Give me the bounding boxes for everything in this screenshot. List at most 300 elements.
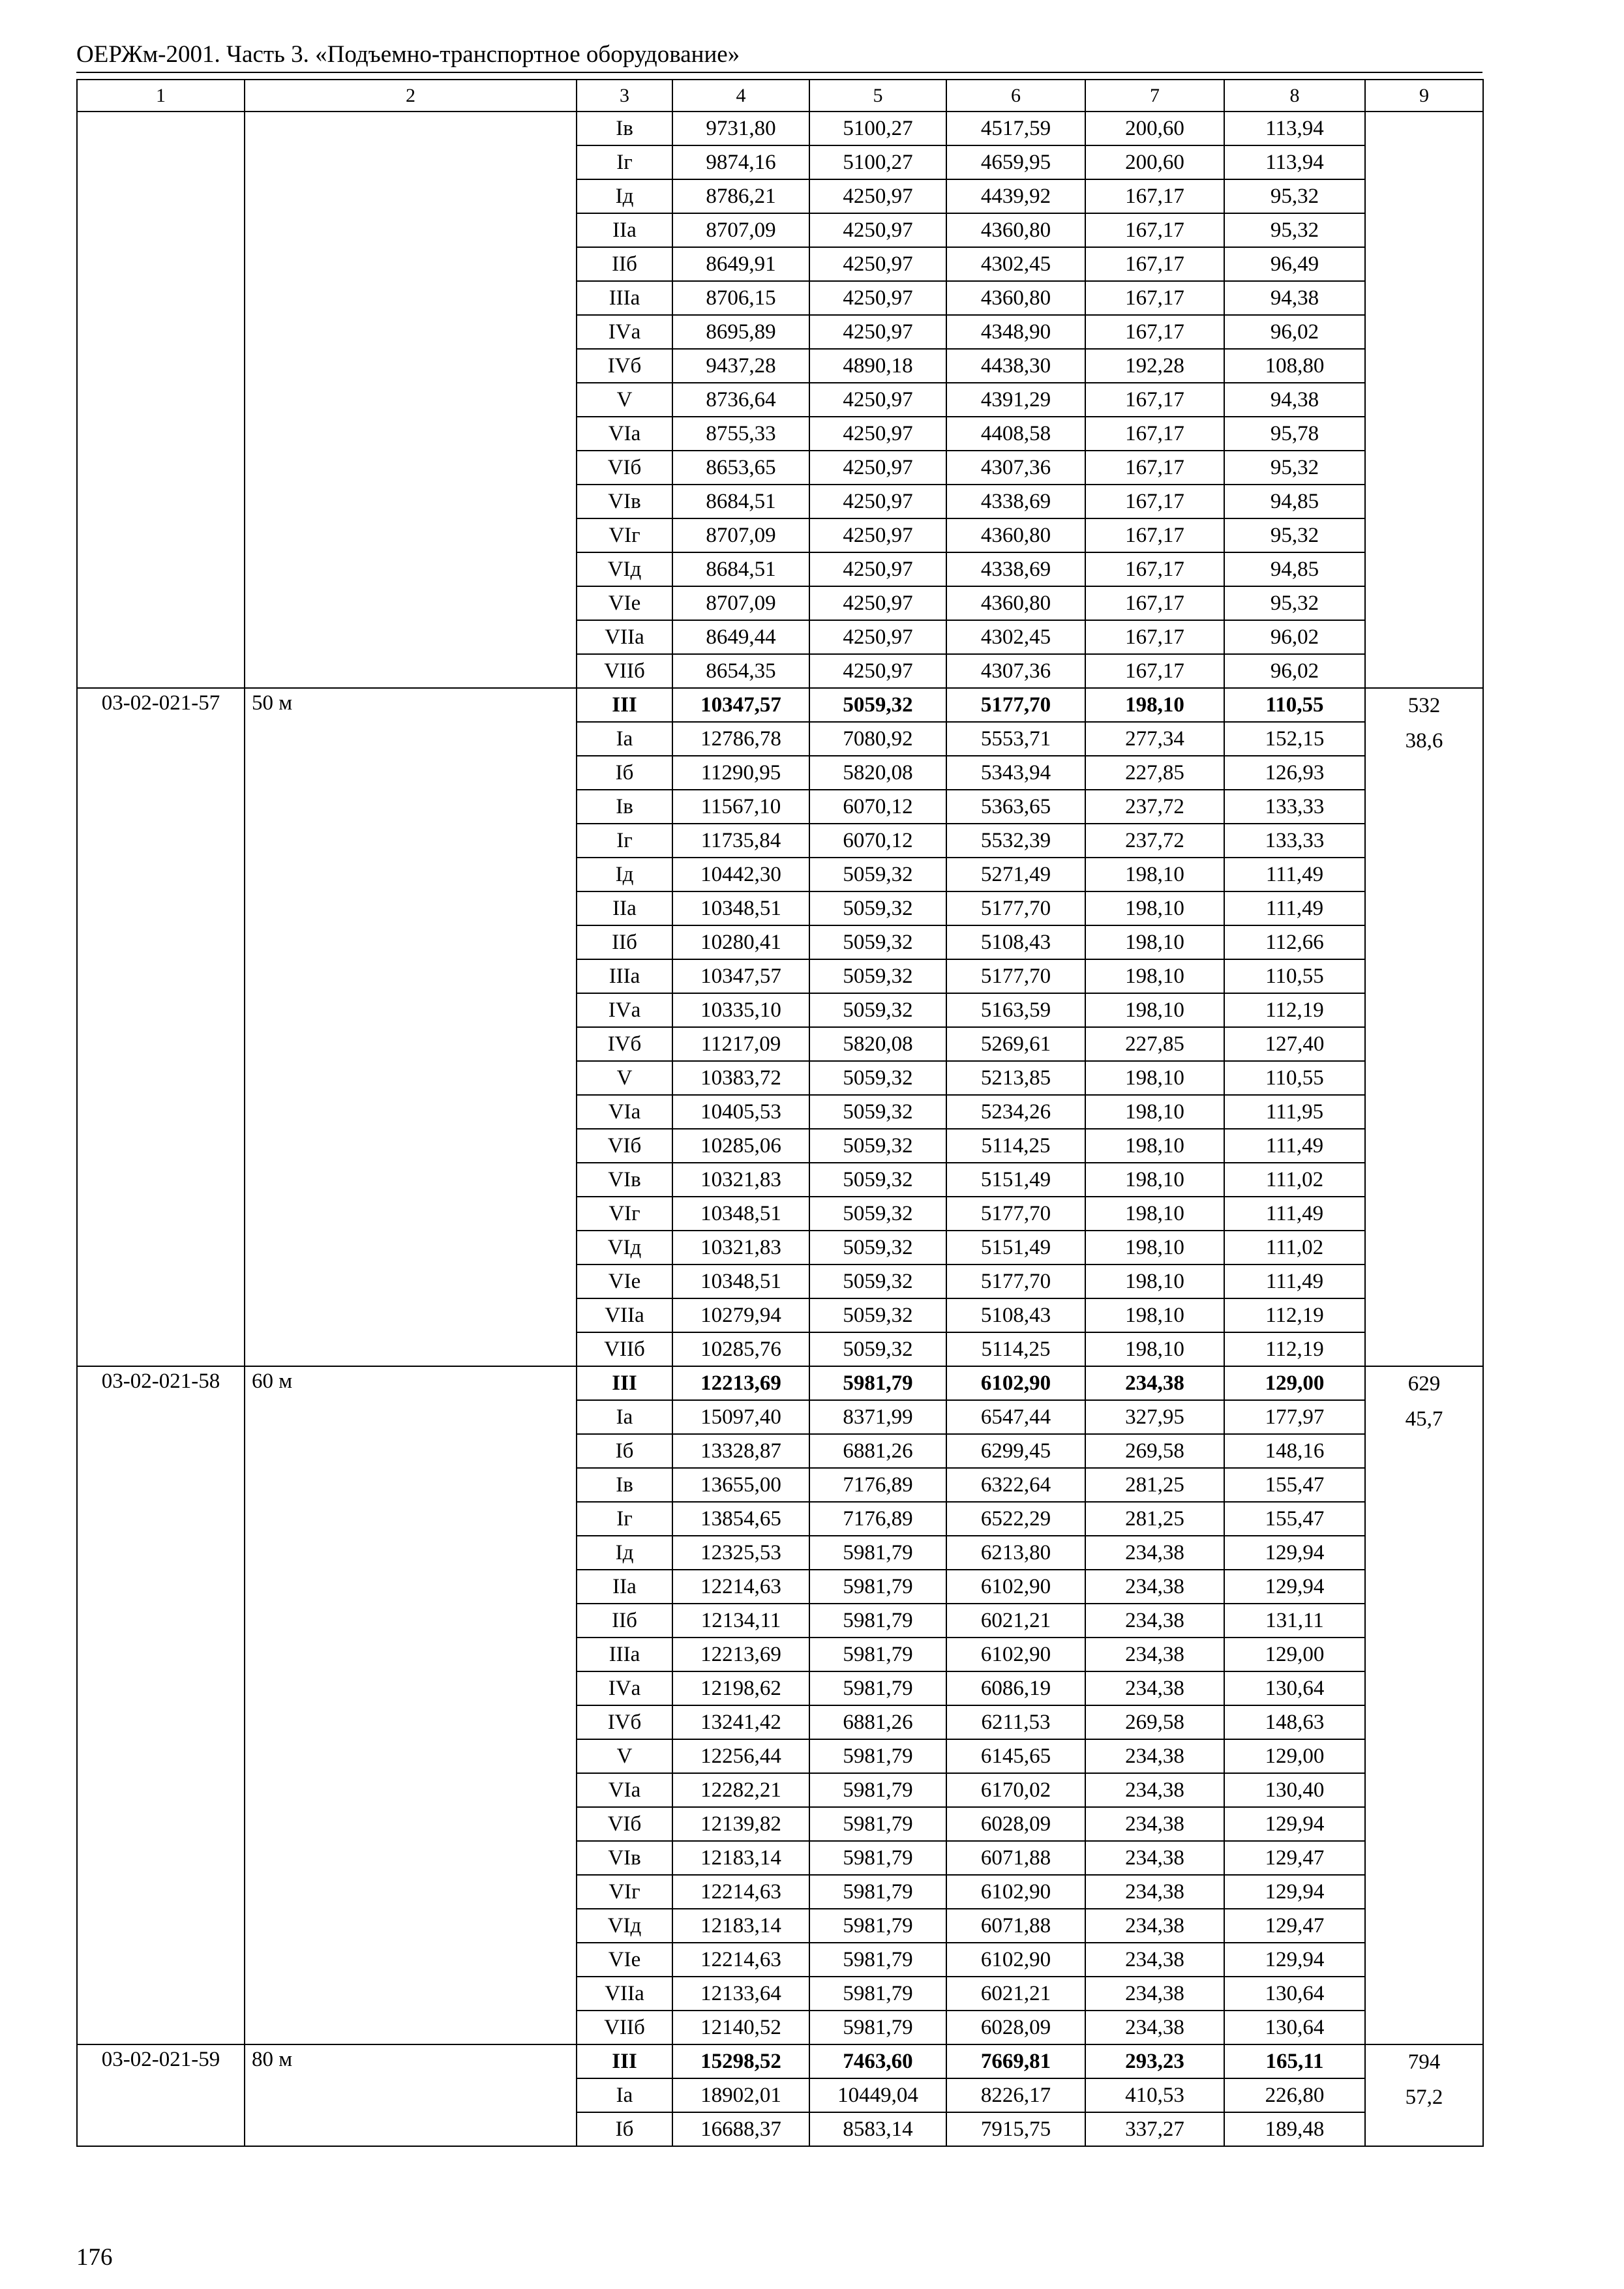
price-cell: 5363,65 <box>946 790 1085 824</box>
price-cell: 9437,28 <box>672 349 809 383</box>
price-cell: 12214,63 <box>672 1943 809 1977</box>
price-cell: 4391,29 <box>946 383 1085 417</box>
column-number-cell: 9 <box>1365 80 1483 112</box>
weight-value: 629 <box>1407 1372 1441 1396</box>
region-code-cell: VIIб <box>577 654 672 688</box>
region-code-cell: VIб <box>577 1807 672 1841</box>
region-code-cell: VIб <box>577 1129 672 1163</box>
price-cell: 113,94 <box>1224 145 1365 179</box>
price-cell: 5114,25 <box>946 1332 1085 1366</box>
price-cell: 234,38 <box>1085 2011 1224 2044</box>
region-code-cell: IIа <box>577 891 672 925</box>
price-cell: 6170,02 <box>946 1773 1085 1807</box>
price-cell: 10383,72 <box>672 1061 809 1095</box>
price-cell: 234,38 <box>1085 1807 1224 1841</box>
region-code-cell: VIе <box>577 586 672 620</box>
price-cell: 95,32 <box>1224 451 1365 485</box>
price-cell: 234,38 <box>1085 1570 1224 1604</box>
price-cell: 167,17 <box>1085 213 1224 247</box>
price-cell: 6547,44 <box>946 1400 1085 1434</box>
price-cell: 198,10 <box>1085 891 1224 925</box>
region-code-cell: Iа <box>577 722 672 756</box>
table-row <box>77 688 1483 722</box>
region-code-cell: V <box>577 1739 672 1773</box>
price-cell: 237,72 <box>1085 824 1224 858</box>
region-code-cell: VIд <box>577 1231 672 1264</box>
price-cell: 6071,88 <box>946 1841 1085 1875</box>
price-cell: 4360,80 <box>946 586 1085 620</box>
price-cell: 12786,78 <box>672 722 809 756</box>
price-cell: 167,17 <box>1085 518 1224 552</box>
price-cell: 15097,40 <box>672 1400 809 1434</box>
region-code-cell: VIе <box>577 1264 672 1298</box>
price-cell: 8684,51 <box>672 552 809 586</box>
price-cell: 5059,32 <box>809 891 946 925</box>
region-code-cell: VIIб <box>577 1332 672 1366</box>
price-cell: 227,85 <box>1085 756 1224 790</box>
price-cell: 112,66 <box>1224 925 1365 959</box>
price-cell: 5177,70 <box>946 959 1085 993</box>
price-cell: 167,17 <box>1085 451 1224 485</box>
price-cell: 131,11 <box>1224 1604 1365 1638</box>
price-cell: 11567,10 <box>672 790 809 824</box>
region-code-cell: VIб <box>577 451 672 485</box>
price-cell: 6028,09 <box>946 1807 1085 1841</box>
price-cell: 130,64 <box>1224 1671 1365 1705</box>
price-cell: 198,10 <box>1085 1231 1224 1264</box>
region-code-cell: VIв <box>577 485 672 518</box>
region-code-cell: V <box>577 383 672 417</box>
price-cell: 6211,53 <box>946 1705 1085 1739</box>
resource-code-cell: 03-02-021-57 <box>77 688 245 1366</box>
price-cell: 337,27 <box>1085 2112 1224 2146</box>
price-cell: 6322,64 <box>946 1468 1085 1502</box>
price-cell: 8695,89 <box>672 315 809 349</box>
price-cell: 4250,97 <box>809 213 946 247</box>
price-cell: 8707,09 <box>672 518 809 552</box>
region-code-cell: III <box>577 1366 672 1400</box>
region-code-cell: Iг <box>577 824 672 858</box>
price-cell: 12213,69 <box>672 1366 809 1400</box>
price-cell: 6145,65 <box>946 1739 1085 1773</box>
price-cell: 269,58 <box>1085 1434 1224 1468</box>
price-cell: 198,10 <box>1085 925 1224 959</box>
price-cell: 12198,62 <box>672 1671 809 1705</box>
price-cell: 10285,06 <box>672 1129 809 1163</box>
price-cell: 7176,89 <box>809 1468 946 1502</box>
price-cell: 8654,35 <box>672 654 809 688</box>
price-cell: 95,32 <box>1224 213 1365 247</box>
price-table <box>76 79 1484 2147</box>
price-cell: 4250,97 <box>809 586 946 620</box>
price-cell: 167,17 <box>1085 281 1224 315</box>
price-cell: 10321,83 <box>672 1231 809 1264</box>
region-code-cell: Iд <box>577 179 672 213</box>
weight-value: 794 <box>1407 2050 1441 2074</box>
price-cell: 5981,79 <box>809 1773 946 1807</box>
region-code-cell: IIб <box>577 925 672 959</box>
weight-cell <box>1365 112 1483 688</box>
price-cell: 4438,30 <box>946 349 1085 383</box>
price-cell: 167,17 <box>1085 179 1224 213</box>
price-cell: 5981,79 <box>809 1570 946 1604</box>
price-cell: 198,10 <box>1085 858 1224 891</box>
table-row <box>77 1366 1483 1400</box>
price-cell: 234,38 <box>1085 1604 1224 1638</box>
price-cell: 200,60 <box>1085 145 1224 179</box>
region-code-cell: Iв <box>577 1468 672 1502</box>
price-cell: 126,93 <box>1224 756 1365 790</box>
price-cell: 4250,97 <box>809 485 946 518</box>
price-cell: 111,49 <box>1224 1197 1365 1231</box>
region-code-cell: IIа <box>577 1570 672 1604</box>
price-cell: 5151,49 <box>946 1231 1085 1264</box>
price-cell: 8707,09 <box>672 213 809 247</box>
price-cell: 4360,80 <box>946 281 1085 315</box>
price-cell: 12325,53 <box>672 1536 809 1570</box>
price-cell: 10405,53 <box>672 1095 809 1129</box>
price-cell: 95,32 <box>1224 518 1365 552</box>
price-cell: 129,94 <box>1224 1807 1365 1841</box>
price-cell: 4250,97 <box>809 383 946 417</box>
price-cell: 5100,27 <box>809 112 946 145</box>
price-cell: 5059,32 <box>809 925 946 959</box>
column-number-cell: 2 <box>245 80 577 112</box>
price-cell: 198,10 <box>1085 1095 1224 1129</box>
price-cell: 5981,79 <box>809 1943 946 1977</box>
region-code-cell: Iв <box>577 112 672 145</box>
price-cell: 198,10 <box>1085 1298 1224 1332</box>
price-cell: 4360,80 <box>946 213 1085 247</box>
price-cell: 234,38 <box>1085 1943 1224 1977</box>
price-cell: 95,32 <box>1224 179 1365 213</box>
price-cell: 5177,70 <box>946 1197 1085 1231</box>
price-cell: 8684,51 <box>672 485 809 518</box>
price-cell: 4302,45 <box>946 620 1085 654</box>
price-cell: 7176,89 <box>809 1502 946 1536</box>
price-cell: 5059,32 <box>809 688 946 722</box>
price-cell: 11290,95 <box>672 756 809 790</box>
price-cell: 198,10 <box>1085 688 1224 722</box>
region-code-cell: V <box>577 1061 672 1095</box>
region-code-cell: VIа <box>577 417 672 451</box>
price-cell: 7463,60 <box>809 2044 946 2078</box>
price-cell: 5177,70 <box>946 1264 1085 1298</box>
price-cell: 6021,21 <box>946 1977 1085 2011</box>
price-cell: 5163,59 <box>946 993 1085 1027</box>
price-cell: 4250,97 <box>809 417 946 451</box>
price-cell: 5234,26 <box>946 1095 1085 1129</box>
region-code-cell: IIб <box>577 1604 672 1638</box>
price-cell: 6102,90 <box>946 1638 1085 1671</box>
price-cell: 5553,71 <box>946 722 1085 756</box>
price-cell: 167,17 <box>1085 654 1224 688</box>
price-cell: 6071,88 <box>946 1909 1085 1943</box>
price-cell: 5981,79 <box>809 1739 946 1773</box>
price-cell: 111,02 <box>1224 1231 1365 1264</box>
price-cell: 198,10 <box>1085 993 1224 1027</box>
region-code-cell: VIIа <box>577 1298 672 1332</box>
price-cell: 12282,21 <box>672 1773 809 1807</box>
column-number-cell: 7 <box>1085 80 1224 112</box>
price-cell: 4517,59 <box>946 112 1085 145</box>
price-cell: 10285,76 <box>672 1332 809 1366</box>
price-cell: 4250,97 <box>809 281 946 315</box>
header-rule <box>76 72 1482 73</box>
price-cell: 5059,32 <box>809 1163 946 1197</box>
price-cell: 129,94 <box>1224 1570 1365 1604</box>
price-cell: 5981,79 <box>809 1875 946 1909</box>
price-cell: 129,94 <box>1224 1943 1365 1977</box>
weight-value: 38,6 <box>1405 728 1443 753</box>
resource-name-cell: 60 м <box>245 1366 577 2044</box>
price-cell: 133,33 <box>1224 790 1365 824</box>
price-cell: 5981,79 <box>809 1671 946 1705</box>
price-cell: 234,38 <box>1085 1638 1224 1671</box>
region-code-cell: Iв <box>577 790 672 824</box>
price-cell: 9731,80 <box>672 112 809 145</box>
price-cell: 269,58 <box>1085 1705 1224 1739</box>
price-cell: 5269,61 <box>946 1027 1085 1061</box>
price-cell: 133,33 <box>1224 824 1365 858</box>
price-cell: 4250,97 <box>809 552 946 586</box>
price-cell: 234,38 <box>1085 1366 1224 1400</box>
region-code-cell: IVа <box>577 315 672 349</box>
region-code-cell: Iа <box>577 1400 672 1434</box>
price-cell: 96,02 <box>1224 315 1365 349</box>
price-cell: 4250,97 <box>809 518 946 552</box>
price-cell: 5100,27 <box>809 145 946 179</box>
price-cell: 96,49 <box>1224 247 1365 281</box>
price-cell: 10348,51 <box>672 1197 809 1231</box>
price-cell: 148,16 <box>1224 1434 1365 1468</box>
price-cell: 8653,65 <box>672 451 809 485</box>
price-cell: 7669,81 <box>946 2044 1085 2078</box>
region-code-cell: VIIб <box>577 2011 672 2044</box>
region-code-cell: Iд <box>577 1536 672 1570</box>
price-cell: 234,38 <box>1085 1536 1224 1570</box>
weight-cell <box>1365 1366 1483 2044</box>
region-code-cell: IVа <box>577 993 672 1027</box>
price-cell: 11735,84 <box>672 824 809 858</box>
resource-name-cell: 50 м <box>245 688 577 1366</box>
region-code-cell: VIд <box>577 1909 672 1943</box>
price-cell: 96,02 <box>1224 620 1365 654</box>
price-cell: 4307,36 <box>946 451 1085 485</box>
price-cell: 10335,10 <box>672 993 809 1027</box>
price-cell: 4439,92 <box>946 179 1085 213</box>
region-code-cell: VIIа <box>577 620 672 654</box>
price-cell: 177,97 <box>1224 1400 1365 1434</box>
price-cell: 10442,30 <box>672 858 809 891</box>
weight-value: 45,7 <box>1405 1407 1443 1431</box>
price-cell: 5059,32 <box>809 1129 946 1163</box>
price-cell: 5059,32 <box>809 1264 946 1298</box>
price-cell: 10348,51 <box>672 891 809 925</box>
price-cell: 5059,32 <box>809 1061 946 1095</box>
price-cell: 113,94 <box>1224 112 1365 145</box>
price-cell: 5059,32 <box>809 993 946 1027</box>
price-cell: 4659,95 <box>946 145 1085 179</box>
region-code-cell: VIд <box>577 552 672 586</box>
price-cell: 7080,92 <box>809 722 946 756</box>
price-cell: 112,19 <box>1224 1298 1365 1332</box>
column-number-cell: 8 <box>1224 80 1365 112</box>
weight-value: 532 <box>1407 694 1441 717</box>
price-cell: 5820,08 <box>809 1027 946 1061</box>
price-cell: 5108,43 <box>946 925 1085 959</box>
price-cell: 18902,01 <box>672 2078 809 2112</box>
price-cell: 4338,69 <box>946 485 1085 518</box>
price-cell: 6028,09 <box>946 2011 1085 2044</box>
price-cell: 12214,63 <box>672 1875 809 1909</box>
resource-code-cell <box>77 112 245 688</box>
price-cell: 167,17 <box>1085 620 1224 654</box>
price-cell: 94,38 <box>1224 281 1365 315</box>
price-cell: 4307,36 <box>946 654 1085 688</box>
price-cell: 6213,80 <box>946 1536 1085 1570</box>
price-cell: 198,10 <box>1085 1264 1224 1298</box>
region-code-cell: IIа <box>577 213 672 247</box>
price-cell: 155,47 <box>1224 1502 1365 1536</box>
price-cell: 5108,43 <box>946 1298 1085 1332</box>
price-cell: 8755,33 <box>672 417 809 451</box>
price-cell: 13241,42 <box>672 1705 809 1739</box>
region-code-cell: VIг <box>577 1197 672 1231</box>
price-cell: 5981,79 <box>809 1841 946 1875</box>
price-cell: 12133,64 <box>672 1977 809 2011</box>
weight-value: 57,2 <box>1405 2085 1443 2109</box>
price-cell: 4338,69 <box>946 552 1085 586</box>
region-code-cell: Iд <box>577 858 672 891</box>
price-cell: 5981,79 <box>809 1536 946 1570</box>
price-cell: 6881,26 <box>809 1434 946 1468</box>
price-cell: 12214,63 <box>672 1570 809 1604</box>
price-cell: 167,17 <box>1085 383 1224 417</box>
price-cell: 127,40 <box>1224 1027 1365 1061</box>
price-cell: 167,17 <box>1085 315 1224 349</box>
price-cell: 5213,85 <box>946 1061 1085 1095</box>
price-cell: 5151,49 <box>946 1163 1085 1197</box>
price-cell: 9874,16 <box>672 145 809 179</box>
price-cell: 4250,97 <box>809 179 946 213</box>
price-cell: 12140,52 <box>672 2011 809 2044</box>
price-cell: 6102,90 <box>946 1366 1085 1400</box>
table-row <box>77 112 1483 145</box>
price-cell: 111,49 <box>1224 1264 1365 1298</box>
price-cell: 4302,45 <box>946 247 1085 281</box>
price-cell: 237,72 <box>1085 790 1224 824</box>
price-cell: 5059,32 <box>809 1197 946 1231</box>
price-cell: 94,85 <box>1224 552 1365 586</box>
price-cell: 167,17 <box>1085 586 1224 620</box>
price-cell: 6102,90 <box>946 1943 1085 1977</box>
price-cell: 4360,80 <box>946 518 1085 552</box>
region-code-cell: IIб <box>577 247 672 281</box>
price-cell: 5343,94 <box>946 756 1085 790</box>
price-cell: 129,00 <box>1224 1638 1365 1671</box>
price-cell: 8583,14 <box>809 2112 946 2146</box>
resource-name-cell <box>245 112 577 688</box>
price-cell: 10347,57 <box>672 959 809 993</box>
price-cell: 130,64 <box>1224 1977 1365 2011</box>
price-cell: 234,38 <box>1085 1841 1224 1875</box>
region-code-cell: VIв <box>577 1841 672 1875</box>
price-cell: 95,78 <box>1224 417 1365 451</box>
resource-name-cell: 80 м <box>245 2044 577 2146</box>
price-cell: 110,55 <box>1224 959 1365 993</box>
price-cell: 234,38 <box>1085 1909 1224 1943</box>
column-number-cell: 5 <box>809 80 946 112</box>
price-cell: 4890,18 <box>809 349 946 383</box>
price-cell: 10347,57 <box>672 688 809 722</box>
region-code-cell: IVб <box>577 349 672 383</box>
price-cell: 148,63 <box>1224 1705 1365 1739</box>
price-cell: 5271,49 <box>946 858 1085 891</box>
price-cell: 5981,79 <box>809 1977 946 2011</box>
region-code-cell: VIе <box>577 1943 672 1977</box>
price-cell: 4408,58 <box>946 417 1085 451</box>
price-cell: 111,49 <box>1224 858 1365 891</box>
region-code-cell: IIIа <box>577 281 672 315</box>
region-code-cell: VIа <box>577 1773 672 1807</box>
price-cell: 95,32 <box>1224 586 1365 620</box>
price-cell: 293,23 <box>1085 2044 1224 2078</box>
region-code-cell: IVа <box>577 1671 672 1705</box>
price-cell: 4250,97 <box>809 247 946 281</box>
resource-code-cell: 03-02-021-58 <box>77 1366 245 2044</box>
price-cell: 192,28 <box>1085 349 1224 383</box>
price-cell: 110,55 <box>1224 688 1365 722</box>
price-cell: 13854,65 <box>672 1502 809 1536</box>
region-code-cell: Iб <box>577 1434 672 1468</box>
region-code-cell: Iб <box>577 756 672 790</box>
price-cell: 5981,79 <box>809 1909 946 1943</box>
table-row <box>77 2044 1483 2078</box>
price-cell: 8649,91 <box>672 247 809 281</box>
price-cell: 6881,26 <box>809 1705 946 1739</box>
price-cell: 6299,45 <box>946 1434 1085 1468</box>
price-cell: 167,17 <box>1085 417 1224 451</box>
price-cell: 234,38 <box>1085 1977 1224 2011</box>
column-number-cell: 3 <box>577 80 672 112</box>
price-cell: 6086,19 <box>946 1671 1085 1705</box>
column-number-cell: 6 <box>946 80 1085 112</box>
region-code-cell: IIIа <box>577 1638 672 1671</box>
price-cell: 8226,17 <box>946 2078 1085 2112</box>
region-code-cell: Iб <box>577 2112 672 2146</box>
price-cell: 227,85 <box>1085 1027 1224 1061</box>
resource-code-cell: 03-02-021-59 <box>77 2044 245 2146</box>
region-code-cell: IVб <box>577 1705 672 1739</box>
price-cell: 198,10 <box>1085 1061 1224 1095</box>
price-cell: 10280,41 <box>672 925 809 959</box>
column-number-cell: 4 <box>672 80 809 112</box>
price-cell: 12134,11 <box>672 1604 809 1638</box>
price-cell: 10348,51 <box>672 1264 809 1298</box>
price-cell: 234,38 <box>1085 1773 1224 1807</box>
price-cell: 5059,32 <box>809 1332 946 1366</box>
page-number: 176 <box>76 2244 113 2271</box>
price-cell: 12256,44 <box>672 1739 809 1773</box>
price-cell: 198,10 <box>1085 959 1224 993</box>
price-cell: 11217,09 <box>672 1027 809 1061</box>
price-cell: 189,48 <box>1224 2112 1365 2146</box>
price-cell: 8649,44 <box>672 620 809 654</box>
price-cell: 8786,21 <box>672 179 809 213</box>
region-code-cell: VIг <box>577 518 672 552</box>
price-cell: 277,34 <box>1085 722 1224 756</box>
